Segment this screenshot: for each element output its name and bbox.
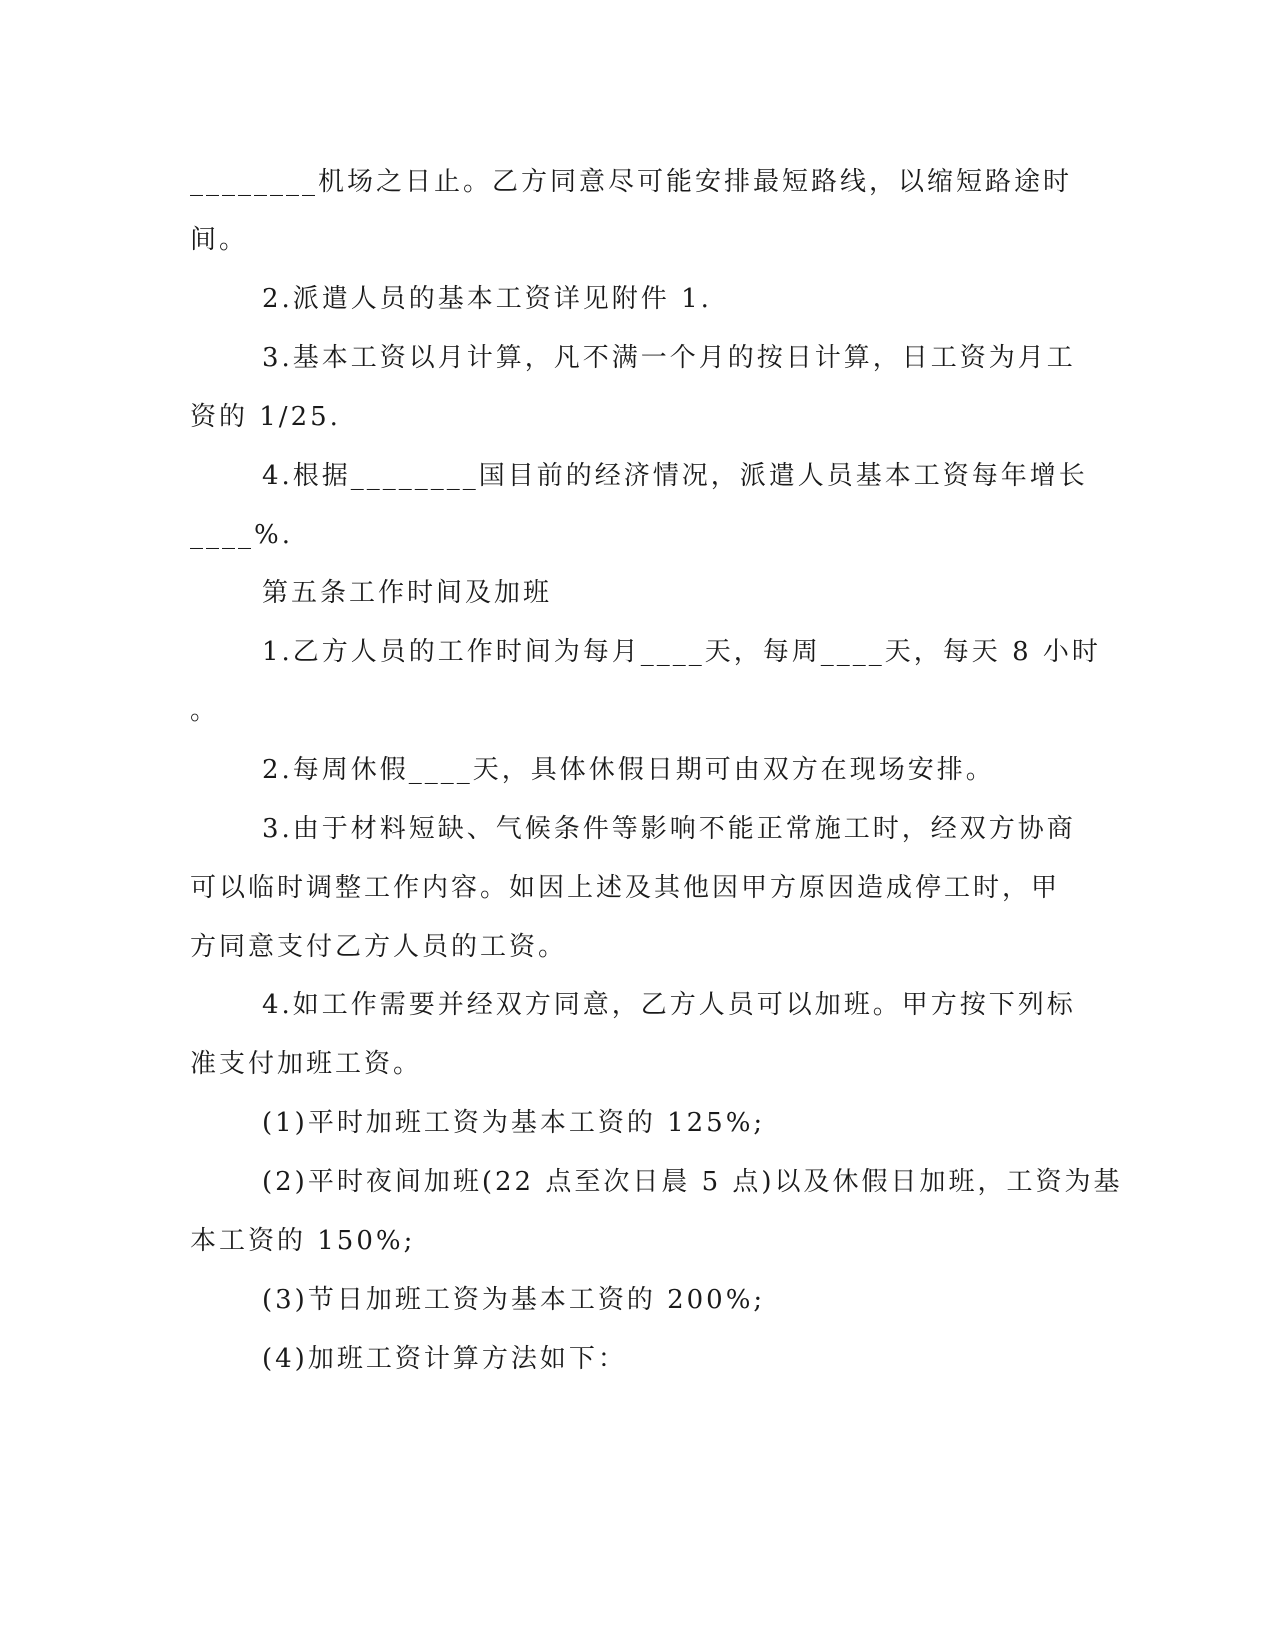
- text-line: 2.派遣人员的基本工资详见附件 1.: [262, 284, 712, 314]
- text-line: 3.基本工资以月计算，凡不满一个月的按日计算，日工资为月工: [262, 343, 1076, 373]
- text-line: (3)节日加班工资为基本工资的 200%;: [262, 1285, 766, 1315]
- text-line: ____%.: [190, 520, 293, 550]
- text-line: (2)平时夜间加班(22 点至次日晨 5 点)以及休假日加班，工资为基: [262, 1167, 1123, 1197]
- text-line: 2.每周休假____天，具体休假日期可由双方在现场安排。: [262, 755, 995, 785]
- text-line: ________机场之日止。乙方同意尽可能安排最短路线，以缩短路途时: [190, 167, 1073, 197]
- text-line: 资的 1/25.: [190, 402, 341, 432]
- text-line: 可以临时调整工作内容。如因上述及其他因甲方原因造成停工时，甲: [190, 873, 1061, 903]
- text-line: 本工资的 150%;: [190, 1226, 416, 1256]
- text-line: (4)加班工资计算方法如下：: [262, 1344, 627, 1374]
- text-line: 1.乙方人员的工作时间为每月____天，每周____天，每天 8 小时: [262, 637, 1101, 667]
- text-line: 。: [190, 696, 220, 726]
- text-line: (1)平时加班工资为基本工资的 125%;: [262, 1108, 766, 1138]
- text-line: 4.如工作需要并经双方同意，乙方人员可以加班。甲方按下列标: [262, 990, 1076, 1020]
- text-line: 间。: [190, 225, 249, 255]
- text-line: 4.根据________国目前的经济情况，派遣人员基本工资每年增长: [262, 461, 1088, 491]
- text-line: 3.由于材料短缺、气候条件等影响不能正常施工时，经双方协商: [262, 814, 1076, 844]
- text-line: 方同意支付乙方人员的工资。: [190, 932, 568, 962]
- section-heading: 第五条工作时间及加班: [262, 578, 553, 608]
- text-line: 准支付加班工资。: [190, 1049, 423, 1079]
